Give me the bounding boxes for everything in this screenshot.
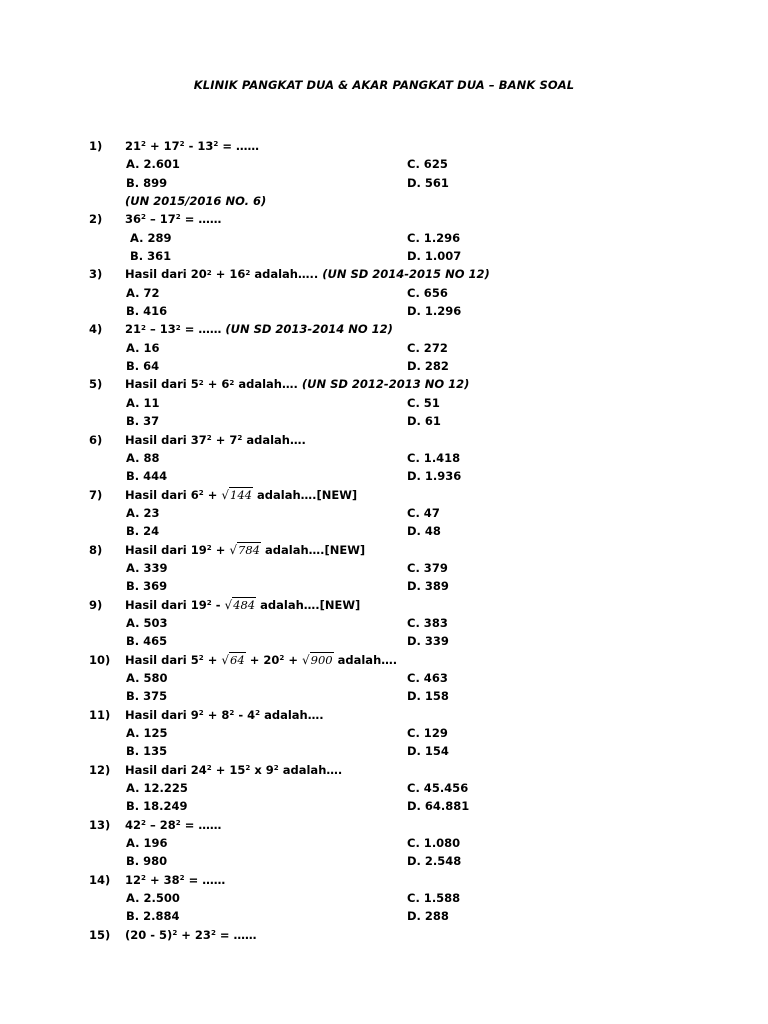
option-row — [0, 449, 768, 467]
option-a: A. 2.601 — [126, 157, 180, 172]
question-stem — [125, 265, 490, 283]
option-row — [0, 394, 768, 412]
exponent: 2 — [141, 212, 146, 222]
question-line — [0, 137, 768, 155]
option-row — [0, 834, 768, 852]
stem-text: + 7 — [211, 432, 238, 447]
radicand: 144 — [230, 487, 252, 502]
stem-text: + — [211, 542, 230, 557]
option-d: D. 158 — [407, 689, 449, 704]
square-root-expression — [302, 652, 334, 667]
question-stem — [125, 651, 397, 669]
option-b: B. 444 — [126, 469, 168, 484]
stem-text: - 13 — [184, 139, 214, 153]
option-c: C. 1.418 — [407, 450, 461, 465]
question-source: (UN SD 2012-2013 NO 12) — [301, 377, 470, 392]
option-d: D. 561 — [407, 175, 449, 190]
question-number: 10) — [89, 652, 111, 667]
option-a: A. 72 — [126, 285, 160, 300]
question-stem — [125, 541, 365, 559]
exponent: 2 — [141, 322, 146, 332]
option-a: A. 16 — [126, 340, 160, 355]
stem-text: + 8 — [203, 707, 230, 722]
question-stem — [125, 871, 225, 889]
question-source: (UN SD 2013-2014 NO 12) — [225, 322, 393, 337]
option-a: A. 503 — [126, 615, 168, 630]
exponent: 2 — [206, 597, 212, 607]
option-b: B. 899 — [126, 175, 168, 190]
option-b: B. 375 — [126, 689, 168, 704]
exponent: 2 — [229, 707, 235, 717]
question-line — [0, 541, 768, 559]
option-c: C. 1.080 — [407, 836, 461, 851]
stem-text: = …… — [218, 139, 260, 153]
exponent: 2 — [213, 139, 219, 149]
radical-sign-icon: √ — [301, 652, 310, 667]
stem-text: – 13 — [145, 322, 176, 337]
question-line — [0, 871, 768, 889]
option-row — [0, 229, 768, 247]
page-title: KLINIK PANGKAT DUA & AKAR PANGKAT DUA – BANK SOAL — [193, 78, 575, 92]
stem-text: adalah…. — [278, 762, 343, 777]
exponent: 2 — [255, 707, 261, 717]
question-stem — [125, 596, 360, 614]
option-c: C. 383 — [407, 615, 448, 630]
option-a: A. 88 — [126, 450, 160, 465]
radical-sign-icon: √ — [221, 652, 230, 667]
option-b: B. 24 — [126, 524, 160, 539]
option-d: D. 154 — [407, 744, 449, 759]
option-b: B. 18.249 — [126, 799, 188, 814]
exponent: 2 — [179, 872, 185, 882]
stem-text: + 6 — [203, 377, 230, 392]
question-line — [0, 926, 768, 944]
question-number: 15) — [89, 927, 111, 942]
radical-sign-icon: √ — [224, 597, 233, 612]
option-b: B. 416 — [126, 304, 168, 319]
stem-text: Hasil dari 19 — [125, 542, 207, 557]
option-d: D. 282 — [407, 359, 449, 374]
option-d: D. 1.007 — [407, 249, 462, 264]
exponent: 2 — [245, 762, 251, 772]
stem-text: - — [211, 597, 225, 612]
stem-text: 12 — [125, 872, 142, 887]
exponent: 2 — [141, 817, 146, 827]
option-a: A. 12.225 — [126, 781, 188, 796]
radicand: 64 — [230, 652, 245, 667]
option-d: D. 1.936 — [407, 469, 462, 484]
stem-text: + 38 — [145, 872, 180, 887]
option-c: C. 1.296 — [407, 230, 461, 245]
option-row — [0, 687, 768, 705]
question-line — [0, 761, 768, 779]
stem-text: Hasil dari 5 — [125, 652, 199, 667]
stem-text: x 9 — [250, 762, 274, 777]
exponent: 2 — [279, 652, 285, 662]
question-stem — [125, 706, 324, 724]
option-b: B. 465 — [126, 634, 168, 649]
stem-text: adalah….[NEW] — [261, 542, 366, 557]
stem-text: Hasil dari 20 — [125, 267, 207, 282]
option-b: B. 2.884 — [126, 909, 180, 924]
question-stem — [125, 210, 221, 228]
option-row — [0, 614, 768, 632]
option-d: D. 1.296 — [407, 304, 462, 319]
question-number: 3) — [89, 267, 103, 282]
stem-text: (20 - 5) — [125, 927, 173, 942]
stem-text: 21 — [125, 322, 142, 337]
option-c: C. 129 — [407, 726, 448, 740]
stem-text: adalah…. — [234, 377, 302, 392]
question-number: 13) — [89, 817, 111, 832]
question-number: 11) — [89, 707, 111, 722]
question-line — [0, 651, 768, 669]
radicand: 484 — [233, 597, 256, 612]
exponent: 2 — [206, 762, 212, 772]
stem-text: = …… — [180, 322, 226, 337]
option-row — [0, 724, 768, 742]
exponent: 2 — [206, 267, 212, 277]
stem-text: 42 — [125, 817, 142, 832]
option-row — [0, 669, 768, 687]
option-row — [0, 889, 768, 907]
question-stem — [125, 816, 221, 834]
stem-text: + — [203, 652, 222, 667]
question-stem — [125, 761, 342, 779]
option-d: D. 61 — [407, 414, 441, 429]
option-c: C. 272 — [407, 340, 448, 355]
question-line — [0, 816, 768, 834]
exponent: 2 — [198, 652, 204, 662]
option-row — [0, 632, 768, 650]
option-row — [0, 174, 768, 192]
stem-text: = …… — [180, 817, 222, 832]
option-row — [0, 504, 768, 522]
exponent: 2 — [210, 927, 216, 937]
exponent: 2 — [198, 707, 204, 717]
stem-text: + 15 — [211, 762, 246, 777]
exponent: 2 — [175, 212, 181, 222]
option-a: A. 11 — [126, 395, 160, 410]
option-a: A. 23 — [126, 505, 160, 520]
question-source: (UN SD 2014-2015 NO 12) — [322, 267, 490, 282]
option-c: C. 625 — [407, 157, 448, 172]
stem-text: = …… — [184, 872, 226, 887]
stem-text: adalah….[NEW] — [253, 487, 358, 502]
stem-text: – 17 — [145, 212, 176, 227]
question-note: (UN 2015/2016 NO. 6) — [125, 194, 267, 209]
exponent: 2 — [206, 542, 212, 552]
question-line — [0, 265, 768, 283]
question-number: 14) — [89, 872, 111, 887]
option-b: B. 361 — [130, 249, 172, 264]
square-root-expression — [229, 542, 261, 557]
exponent: 2 — [273, 762, 279, 772]
question-number: 6) — [89, 432, 103, 447]
option-row — [0, 339, 768, 357]
option-row — [0, 522, 768, 540]
exponent: 2 — [206, 432, 212, 442]
stem-text: – 28 — [145, 817, 176, 832]
question-number: 5) — [89, 377, 103, 392]
option-a: A. 125 — [126, 726, 168, 740]
option-d: D. 288 — [407, 909, 449, 924]
stem-text: Hasil dari 37 — [125, 432, 207, 447]
option-c: C. 656 — [407, 285, 448, 300]
option-row — [0, 559, 768, 577]
option-row — [0, 907, 768, 925]
option-a: A. 196 — [126, 836, 168, 851]
exponent: 2 — [245, 267, 251, 277]
exponent: 2 — [175, 322, 181, 332]
exponent: 2 — [179, 139, 185, 149]
option-a: A. 580 — [126, 670, 168, 685]
option-row — [0, 742, 768, 760]
option-row — [0, 302, 768, 320]
stem-text: Hasil dari 24 — [125, 762, 207, 777]
stem-text: + — [284, 652, 302, 667]
stem-text: + 23 — [177, 927, 211, 942]
stem-text: Hasil dari 6 — [125, 487, 199, 502]
exponent: 2 — [141, 872, 146, 882]
question-stem — [125, 137, 259, 155]
option-row — [0, 577, 768, 595]
option-row — [0, 284, 768, 302]
exponent: 2 — [198, 487, 204, 497]
option-a: A. 339 — [126, 560, 168, 575]
radical-sign-icon: √ — [229, 542, 238, 557]
square-root-expression — [221, 487, 253, 502]
option-c: C. 47 — [407, 505, 440, 520]
question-stem — [125, 486, 357, 504]
option-d: D. 2.548 — [407, 854, 462, 869]
question-number: 12) — [89, 762, 111, 777]
question-line — [0, 210, 768, 228]
question-number: 9) — [89, 597, 103, 612]
stem-text: adalah…. — [242, 432, 306, 447]
option-row — [0, 779, 768, 797]
option-c: C. 45.456 — [407, 781, 469, 796]
option-row — [0, 852, 768, 870]
question-line — [0, 375, 768, 393]
stem-text: Hasil dari 19 — [125, 597, 207, 612]
question-stem — [125, 375, 469, 393]
stem-text: + 16 — [211, 267, 246, 282]
option-c: C. 1.588 — [407, 891, 461, 906]
option-row — [0, 155, 768, 173]
stem-text: 36 — [125, 212, 142, 227]
option-row — [0, 247, 768, 265]
square-root-expression — [221, 652, 245, 667]
question-stem — [125, 926, 257, 944]
question-line — [0, 486, 768, 504]
stem-text: - 4 — [234, 707, 256, 722]
option-c: C. 379 — [407, 560, 448, 575]
option-row — [0, 797, 768, 815]
exponent: 2 — [175, 817, 181, 827]
stem-text: = …… — [180, 212, 222, 227]
option-b: B. 37 — [126, 414, 160, 429]
question-stem — [125, 320, 393, 338]
stem-text: adalah…. — [333, 652, 398, 667]
stem-text: Hasil dari 5 — [125, 377, 199, 392]
question-note-line — [0, 192, 768, 210]
question-line — [0, 706, 768, 724]
exponent: 2 — [237, 432, 243, 442]
square-root-expression — [224, 597, 256, 612]
option-row — [0, 412, 768, 430]
radical-sign-icon: √ — [221, 487, 230, 502]
stem-text: Hasil dari 9 — [125, 707, 199, 722]
question-number: 1) — [89, 139, 103, 153]
question-number: 8) — [89, 542, 103, 557]
option-row — [0, 357, 768, 375]
option-a: A. 289 — [130, 230, 172, 245]
question-stem — [125, 431, 306, 449]
exponent: 2 — [198, 377, 204, 387]
exponent: 2 — [172, 927, 178, 937]
question-line — [0, 320, 768, 338]
option-c: C. 463 — [407, 670, 448, 685]
radicand: 900 — [310, 652, 333, 667]
option-d: D. 389 — [407, 579, 449, 594]
option-a: A. 2.500 — [126, 891, 180, 906]
stem-text: + — [203, 487, 222, 502]
stem-text: adalah…. — [260, 707, 324, 722]
radicand: 784 — [238, 542, 260, 557]
question-number: 7) — [89, 487, 103, 502]
option-b: B. 980 — [126, 854, 168, 869]
option-c: C. 51 — [407, 395, 440, 410]
question-list — [0, 137, 768, 944]
stem-text: 21 — [125, 139, 142, 153]
stem-text: = …… — [215, 927, 257, 942]
stem-text: adalah….[NEW] — [256, 597, 361, 612]
question-line — [0, 596, 768, 614]
option-d: D. 64.881 — [407, 799, 470, 814]
option-d: D. 48 — [407, 524, 441, 539]
option-d: D. 339 — [407, 634, 449, 649]
question-number: 2) — [89, 212, 103, 227]
exponent: 2 — [229, 377, 235, 387]
option-row — [0, 467, 768, 485]
stem-text: + 20 — [245, 652, 280, 667]
option-b: B. 135 — [126, 744, 168, 759]
question-line — [0, 431, 768, 449]
exponent: 2 — [141, 139, 146, 149]
option-b: B. 64 — [126, 359, 160, 374]
question-number: 4) — [89, 322, 103, 337]
stem-text: + 17 — [145, 139, 180, 153]
option-b: B. 369 — [126, 579, 168, 594]
stem-text: adalah….. — [250, 267, 323, 282]
